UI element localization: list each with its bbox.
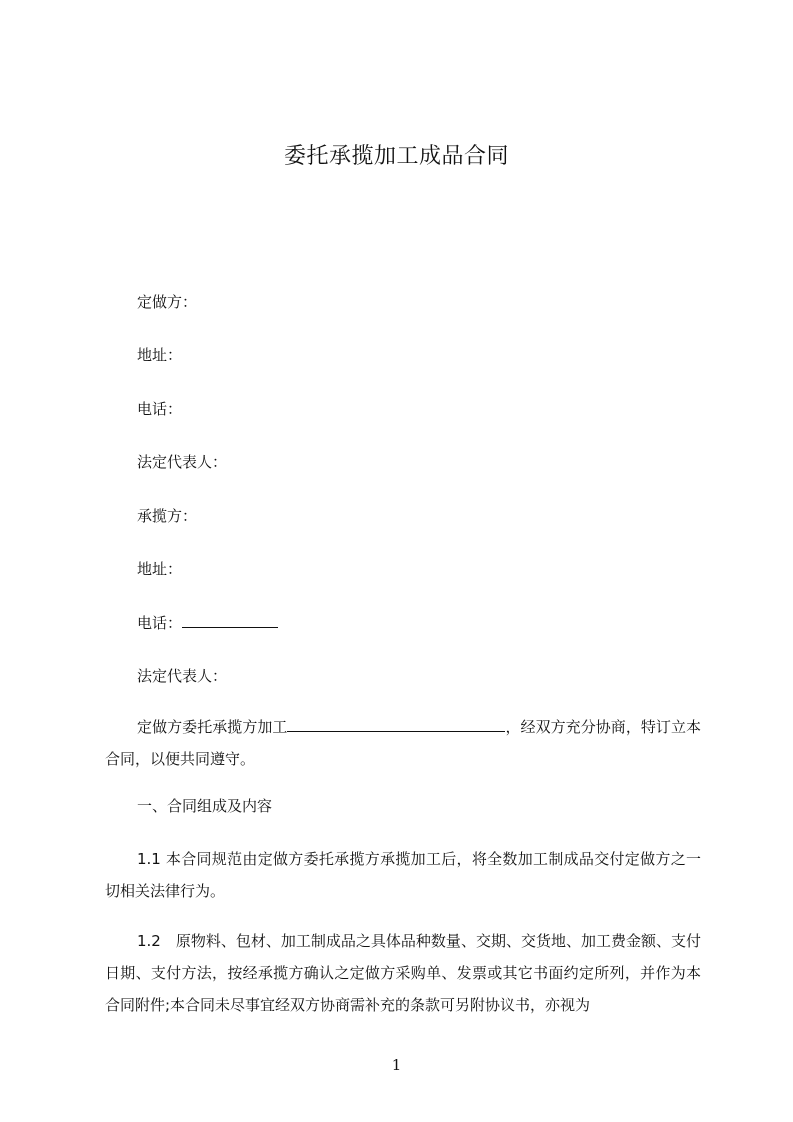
contractor-representative-label: 法定代表人：: [137, 667, 228, 685]
clause-1-2: [105, 925, 701, 1021]
contractor-party-label: 承揽方：: [137, 507, 198, 525]
clause-1-2-text: 1.2 原物料、包材、加工制成品之具体品种数量、交期、交货地、加工费金额、支付日期、支付方法，按经承揽方确认之定做方采购单、发票或其它书面约定所列，并作为本合同附件;本合同未尽事宜经双方协商需补充的条款可另附协议书，亦视为: [105, 932, 701, 1014]
document-title: 委托承揽加工成品合同: [283, 144, 509, 169]
contractor-address-label: 地址：: [137, 560, 183, 578]
intro-text-before-blank: 定做方委托承揽方加工: [137, 718, 288, 736]
clause-1-1-text: 1.1 本合同规范由定做方委托承揽方承揽加工后，将全数加工制成品交付定做方之一切相关法律行为。: [105, 850, 701, 900]
intro-text-after-blank: ，经双方充分协商，特订立本合同，以便共同遵守。: [105, 718, 701, 768]
client-party-label: 定做方：: [137, 293, 198, 311]
client-phone-label: 电话：: [137, 400, 183, 418]
processing-item-blank-line: [287, 716, 505, 732]
clause-1-1: [105, 843, 701, 907]
client-representative-label: 法定代表人：: [137, 453, 228, 471]
section-1-heading: 一、合同组成及内容: [137, 797, 273, 815]
contractor-phone-row: [137, 612, 278, 634]
page-number: 1: [391, 1056, 402, 1074]
intro-paragraph: [105, 711, 701, 775]
client-address-label: 地址：: [137, 346, 183, 364]
contractor-phone-blank-line: [182, 612, 278, 628]
contractor-phone-label: 电话：: [137, 614, 183, 632]
